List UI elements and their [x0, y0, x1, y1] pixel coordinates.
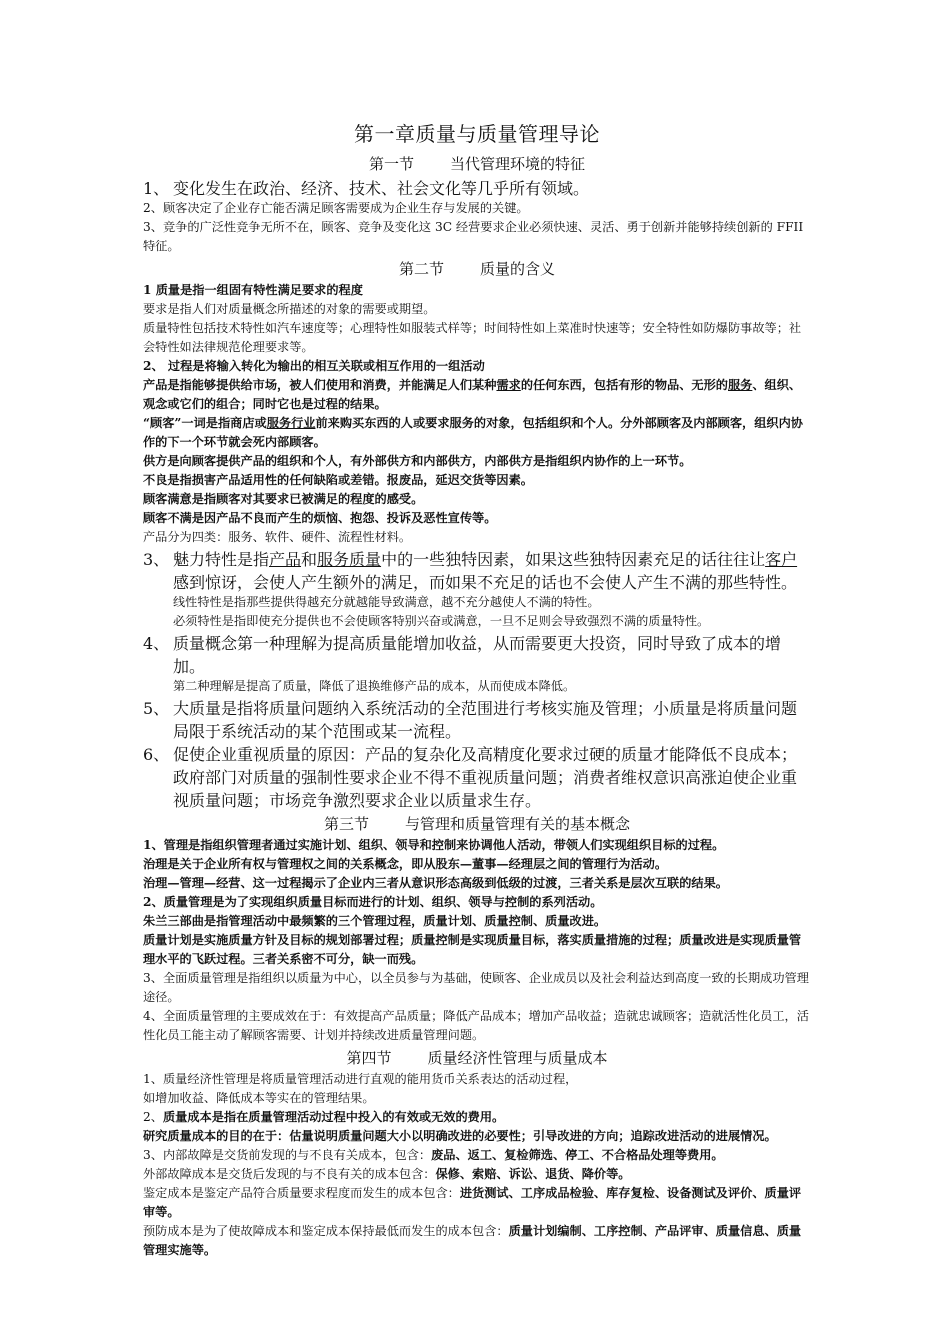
paragraph: 研究质量成本的目的在于：估量说明质量问题大小以明确改进的必要性；引导改进的方向；追踪改进活动的进展情况。	[143, 1129, 777, 1143]
paragraph: 如增加收益、降低成本等实在的管理结果。	[143, 1091, 375, 1105]
paragraph: 外部故障成本是交货后发现的与不良有关的成本包含：保修、索赔、诉讼、退货、降价等。	[143, 1167, 631, 1181]
section-heading-4: 第四节 质量经济性管理与质量成本	[346, 1049, 608, 1067]
paragraph: 6、 促使企业重视质量的原因：产品的复杂化及高精度化要求过硬的质量才能降低不良成本；政府部门对质量的强制性要求企业不得不重视质量问题；消费者维权意识高涨迫使企业重视质量问题；市场竞争激烈要求企业以质量求生存。	[143, 745, 798, 810]
paragraph: 1、 变化发生在政治、经济、技术、社会文化等几乎所有领域。	[143, 179, 590, 198]
paragraph: 必须特性是指即使充分提供也不会使顾客特别兴奋或满意，一旦不足则会导致强烈不满的质量特性。	[173, 614, 710, 628]
paragraph: 4、全面质量管理的主要成效在于：有效提高产品质量；降低产品成本；增加产品收益；造就忠诚顾客；造就活性化员工，活性化员工能主动了解顾客需要、计划并持续改进质量管理问题。	[143, 1009, 809, 1042]
paragraph: 3、竞争的广泛性竞争无所不在，顾客、竞争及变化这 3C 经营要求企业必须快速、灵活、勇于创新并能够持续创新的 FFII 特征。	[143, 220, 804, 253]
section-heading-1: 第一节 当代管理环境的特征	[368, 155, 586, 173]
paragraph: 第二种理解是提高了质量，降低了退换维修产品的成本，从而使成本降低。	[173, 679, 576, 693]
paragraph: 1、管理是指组织管理者通过实施计划、组织、领导和控制来协调他人活动，带领人们实现组织目标的过程。	[143, 838, 725, 852]
paragraph: 2、质量成本是指在质量管理活动过程中投入的有效或无效的费用。	[143, 1110, 505, 1124]
paragraph: 质量特性包括技术特性如汽车速度等；心理特性如服装式样等；时间特性如上菜准时快速等；安全特性如防爆防事故等；社会特性如法律规范伦理要求等。	[143, 321, 802, 354]
paragraph: 1 质量是指一组固有特性满足要求的程度	[143, 283, 363, 297]
paragraph: 供方是向顾客提供产品的组织和个人，有外部供方和内部供方，内部供方是指组织内协作的上一环节。	[143, 454, 692, 468]
paragraph: 治理—管理—经营、这一过程揭示了企业内三者从意识形态高级到低级的过渡，三者关系是层次互联的结果。	[143, 876, 728, 890]
paragraph: 产品是指能够提供给市场，被人们使用和消费，并能满足人们某种需求的任何东西，包括有形的物品、无形的服务、组织、观念或它们的组合；同时它也是过程的结果。	[143, 378, 802, 411]
section-heading-2: 第二节 质量的含义	[398, 260, 556, 278]
document-title: 第一章质量与质量管理导论	[354, 122, 600, 146]
paragraph: 线性特性是指那些提供得越充分就越能导致满意，越不充分越使人不满的特性。	[173, 595, 600, 609]
paragraph: 顾客满意是指顾客对其要求已被满足的程度的感受。	[143, 492, 424, 506]
document-page	[143, 118, 811, 1260]
paragraph: 预防成本是为了使故障成本和鉴定成本保持最低而发生的成本包含：质量计划编制、工序控制、产品评审、质量信息、质量管理实施等。	[143, 1224, 802, 1257]
paragraph: 4、 质量概念第一种理解为提高质量能增加收益，从而需要更大投资，同时导致了成本的增加。	[143, 634, 782, 676]
paragraph: 5、 大质量是指将质量问题纳入系统活动的全范围进行考核实施及管理；小质量是将质量问题局限于系统活动的某个范围或某一流程。	[143, 699, 798, 741]
paragraph: 不良是指损害产品适用性的任何缺陷或差错。报废品，延迟交货等因素。	[143, 473, 533, 487]
paragraph: 鉴定成本是鉴定产品符合质量要求程度而发生的成本包含：进货测试、工序成品检验、库存复检、设备测试及评价、质量评审等。	[143, 1186, 802, 1219]
paragraph: 产品分为四类：服务、软件、硬件、流程性材料。	[143, 530, 412, 544]
section-heading-3: 第三节 与管理和质量管理有关的基本概念	[323, 815, 631, 833]
paragraph: 2、 过程是将输入转化为输出的相互关联或相互作用的一组活动	[143, 359, 485, 373]
paragraph: 2、质量管理是为了实现组织质量目标而进行的计划、组织、领导与控制的系列活动。	[143, 895, 603, 909]
paragraph: 要求是指人们对质量概念所描述的对象的需要或期望。	[143, 302, 436, 316]
paragraph: 2、顾客决定了企业存亡能否满足顾客需要成为企业生存与发展的关键。	[143, 201, 529, 215]
paragraph: 3、内部故障是交货前发现的与不良有关成本，包含：废品、返工、复检筛选、停工、不合格品处理等费用。	[143, 1148, 724, 1162]
paragraph: 顾客不满是因产品不良而产生的烦恼、抱怨、投诉及恶性宣传等。	[143, 511, 497, 525]
paragraph: 质量计划是实施质量方针及目标的规划部署过程；质量控制是实现质量目标，落实质量措施的过程；质量改进是实现质量管理水平的飞跃过程。三者关系密不可分，缺一而残。	[143, 933, 802, 966]
paragraph: 1、质量经济性管理是将质量管理活动进行直观的能用货币关系表达的活动过程，	[143, 1072, 578, 1086]
paragraph: “顾客”一词是指商店或服务行业前来购买东西的人或要求服务的对象，包括组织和个人。分外部顾客及内部顾客，组织内协作的下一个环节就会死内部顾客。	[143, 416, 803, 449]
paragraph: 治理是关于企业所有权与管理权之间的关系概念，即从股东—董事—经理层之间的管理行为活动。	[143, 857, 668, 871]
paragraph: 朱兰三部曲是指管理活动中最频繁的三个管理过程，质量计划、质量控制、质量改进。	[143, 914, 607, 928]
paragraph: 3、 魅力特性是指产品和服务质量中的一些独特因素，如果这些独特因素充足的话往往让客户感到惊讶，会使人产生额外的满足，而如果不充足的话也不会使人产生不满的那些特性。	[143, 550, 798, 592]
paragraph: 3、全面质量管理是指组织以质量为中心，以全员参与为基础，使顾客、企业成员以及社会利益达到高度一致的长期成功管理途径。	[143, 971, 809, 1004]
